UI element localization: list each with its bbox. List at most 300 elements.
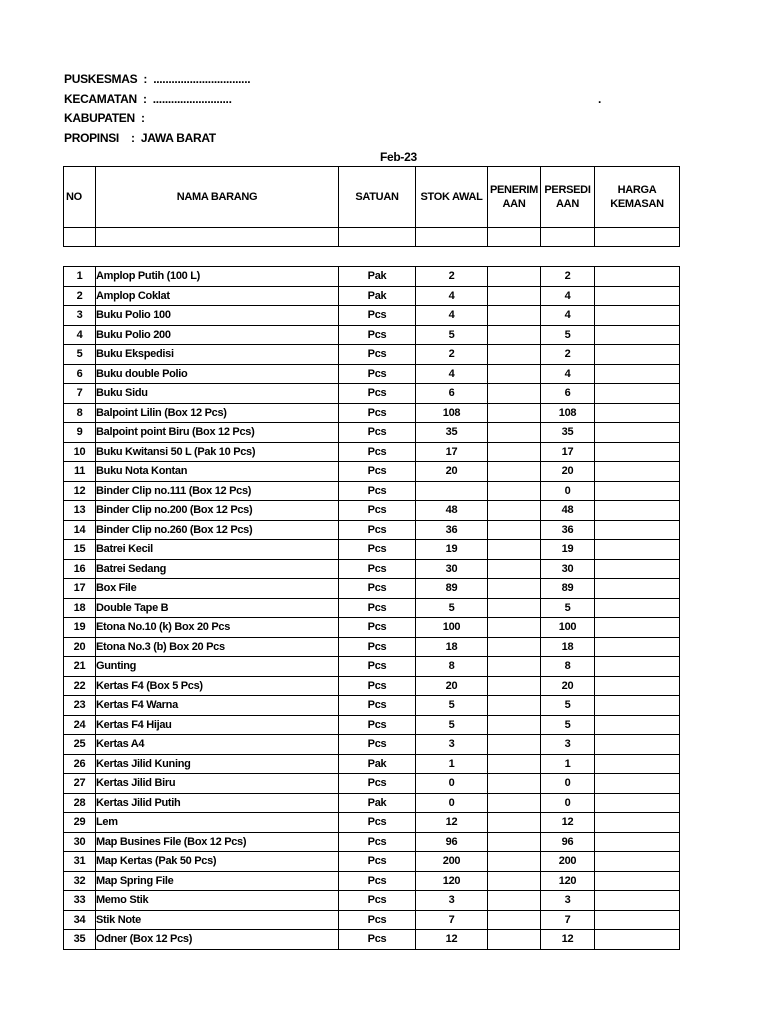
cell-harga-kemasan [595, 618, 680, 638]
cell-penerimaan [488, 832, 541, 852]
cell-satuan: Pcs [339, 910, 416, 930]
table-row [64, 442, 680, 462]
cell-harga-kemasan [595, 871, 680, 891]
cell-penerimaan [488, 696, 541, 716]
cell-penerimaan [488, 267, 541, 287]
table-row [64, 520, 680, 540]
cell-persediaan: 4 [541, 306, 595, 326]
cell-no: 13 [64, 501, 96, 521]
cell-nama-barang: Buku Polio 200 [96, 325, 339, 345]
cell-harga-kemasan [595, 598, 680, 618]
cell-stok-awal: 6 [416, 384, 488, 404]
cell-stok-awal: 7 [416, 910, 488, 930]
table-row [64, 891, 680, 911]
cell-satuan: Pcs [339, 696, 416, 716]
cell-stok-awal: 5 [416, 598, 488, 618]
propinsi-label: PROPINSI [64, 131, 119, 145]
blank-cell [416, 228, 488, 247]
cell-nama-barang: Binder Clip no.111 (Box 12 Pcs) [96, 481, 339, 501]
cell-satuan: Pcs [339, 676, 416, 696]
cell-satuan: Pcs [339, 403, 416, 423]
cell-harga-kemasan [595, 637, 680, 657]
propinsi-line [64, 131, 216, 145]
table-row [64, 462, 680, 482]
cell-persediaan: 3 [541, 891, 595, 911]
table-row [64, 579, 680, 599]
cell-no: 17 [64, 579, 96, 599]
blank-cell [541, 228, 595, 247]
cell-satuan: Pcs [339, 501, 416, 521]
propinsi-value: JAWA BARAT [140, 131, 216, 145]
cell-persediaan: 0 [541, 774, 595, 794]
cell-penerimaan [488, 618, 541, 638]
cell-harga-kemasan [595, 423, 680, 443]
cell-harga-kemasan [595, 462, 680, 482]
cell-harga-kemasan [595, 384, 680, 404]
cell-harga-kemasan [595, 579, 680, 599]
col-header-harga-kemasan: HARGA KEMASAN [595, 167, 680, 228]
cell-persediaan: 30 [541, 559, 595, 579]
cell-persediaan: 96 [541, 832, 595, 852]
cell-nama-barang: Map Spring File [96, 871, 339, 891]
cell-stok-awal: 19 [416, 540, 488, 560]
cell-nama-barang: Buku Kwitansi 50 L (Pak 10 Pcs) [96, 442, 339, 462]
col-header-no: NO [64, 167, 96, 228]
cell-harga-kemasan [595, 754, 680, 774]
table-row [64, 559, 680, 579]
cell-no: 6 [64, 364, 96, 384]
cell-satuan: Pcs [339, 852, 416, 872]
cell-stok-awal: 3 [416, 735, 488, 755]
cell-stok-awal: 4 [416, 286, 488, 306]
table-header-row [64, 167, 680, 228]
cell-satuan: Pcs [339, 442, 416, 462]
cell-penerimaan [488, 774, 541, 794]
cell-stok-awal: 5 [416, 325, 488, 345]
cell-nama-barang: Kertas A4 [96, 735, 339, 755]
cell-satuan: Pcs [339, 774, 416, 794]
cell-nama-barang: Map Kertas (Pak 50 Pcs) [96, 852, 339, 872]
cell-nama-barang: Lem [96, 813, 339, 833]
cell-harga-kemasan [595, 286, 680, 306]
cell-stok-awal: 8 [416, 657, 488, 677]
cell-satuan: Pcs [339, 520, 416, 540]
cell-satuan: Pcs [339, 813, 416, 833]
cell-persediaan: 4 [541, 364, 595, 384]
cell-no: 34 [64, 910, 96, 930]
cell-nama-barang: Batrei Sedang [96, 559, 339, 579]
blank-cell [339, 228, 416, 247]
cell-nama-barang: Kertas F4 (Box 5 Pcs) [96, 676, 339, 696]
cell-harga-kemasan [595, 852, 680, 872]
cell-no: 8 [64, 403, 96, 423]
cell-harga-kemasan [595, 735, 680, 755]
cell-persediaan: 5 [541, 325, 595, 345]
cell-no: 16 [64, 559, 96, 579]
cell-penerimaan [488, 793, 541, 813]
cell-no: 4 [64, 325, 96, 345]
cell-harga-kemasan [595, 267, 680, 287]
cell-no: 18 [64, 598, 96, 618]
cell-harga-kemasan [595, 676, 680, 696]
cell-no: 22 [64, 676, 96, 696]
cell-nama-barang: Buku Ekspedisi [96, 345, 339, 365]
cell-satuan: Pcs [339, 657, 416, 677]
cell-persediaan: 7 [541, 910, 595, 930]
cell-satuan: Pcs [339, 481, 416, 501]
cell-persediaan: 19 [541, 540, 595, 560]
cell-penerimaan [488, 501, 541, 521]
cell-nama-barang: Memo Stik [96, 891, 339, 911]
cell-persediaan: 12 [541, 930, 595, 950]
table-row [64, 793, 680, 813]
cell-stok-awal: 35 [416, 423, 488, 443]
cell-satuan: Pcs [339, 871, 416, 891]
cell-stok-awal: 12 [416, 813, 488, 833]
cell-penerimaan [488, 910, 541, 930]
cell-no: 29 [64, 813, 96, 833]
cell-harga-kemasan [595, 774, 680, 794]
cell-stok-awal: 5 [416, 715, 488, 735]
puskesmas-line [64, 72, 250, 86]
cell-no: 31 [64, 852, 96, 872]
kecamatan-label: KECAMATAN [64, 92, 137, 106]
table-row [64, 423, 680, 443]
table-row [64, 403, 680, 423]
cell-penerimaan [488, 637, 541, 657]
cell-penerimaan [488, 540, 541, 560]
cell-stok-awal: 1 [416, 754, 488, 774]
cell-persediaan: 17 [541, 442, 595, 462]
cell-no: 1 [64, 267, 96, 287]
table-row [64, 306, 680, 326]
table-row [64, 598, 680, 618]
cell-persediaan: 200 [541, 852, 595, 872]
stray-mark: . [598, 92, 602, 106]
cell-stok-awal: 200 [416, 852, 488, 872]
cell-persediaan: 5 [541, 696, 595, 716]
cell-nama-barang: Buku Nota Kontan [96, 462, 339, 482]
table-row [64, 813, 680, 833]
cell-satuan: Pak [339, 754, 416, 774]
blank-row [64, 228, 680, 247]
spacer-cell [64, 247, 680, 267]
kecamatan-line [64, 92, 232, 106]
cell-penerimaan [488, 442, 541, 462]
cell-stok-awal: 2 [416, 345, 488, 365]
cell-nama-barang: Etona No.10 (k) Box 20 Pcs [96, 618, 339, 638]
cell-penerimaan [488, 384, 541, 404]
blank-cell [595, 228, 680, 247]
colon: : [139, 92, 150, 106]
blank-cell [64, 228, 96, 247]
cell-penerimaan [488, 930, 541, 950]
cell-nama-barang: Batrei Kecil [96, 540, 339, 560]
cell-penerimaan [488, 462, 541, 482]
cell-satuan: Pcs [339, 559, 416, 579]
cell-stok-awal: 20 [416, 676, 488, 696]
cell-satuan: Pak [339, 793, 416, 813]
cell-no: 25 [64, 735, 96, 755]
table-row [64, 325, 680, 345]
cell-persediaan: 2 [541, 267, 595, 287]
kabupaten-line [64, 111, 148, 125]
cell-penerimaan [488, 306, 541, 326]
cell-nama-barang: Kertas Jilid Kuning [96, 754, 339, 774]
cell-persediaan: 4 [541, 286, 595, 306]
cell-persediaan: 20 [541, 676, 595, 696]
cell-harga-kemasan [595, 696, 680, 716]
cell-satuan: Pcs [339, 306, 416, 326]
cell-satuan: Pcs [339, 637, 416, 657]
table-row [64, 735, 680, 755]
cell-harga-kemasan [595, 442, 680, 462]
cell-persediaan: 35 [541, 423, 595, 443]
cell-stok-awal: 0 [416, 774, 488, 794]
cell-penerimaan [488, 852, 541, 872]
table-row [64, 930, 680, 950]
cell-no: 12 [64, 481, 96, 501]
cell-persediaan: 8 [541, 657, 595, 677]
colon: : [131, 131, 138, 145]
cell-satuan: Pcs [339, 891, 416, 911]
cell-nama-barang: Odner (Box 12 Pcs) [96, 930, 339, 950]
table-row [64, 715, 680, 735]
cell-penerimaan [488, 735, 541, 755]
cell-penerimaan [488, 657, 541, 677]
colon: : [137, 111, 148, 125]
puskesmas-value: ................................ [153, 72, 251, 86]
cell-penerimaan [488, 364, 541, 384]
table-row [64, 774, 680, 794]
cell-no: 20 [64, 637, 96, 657]
cell-harga-kemasan [595, 910, 680, 930]
table-row [64, 384, 680, 404]
cell-harga-kemasan [595, 403, 680, 423]
table-row [64, 910, 680, 930]
cell-harga-kemasan [595, 657, 680, 677]
cell-harga-kemasan [595, 306, 680, 326]
cell-satuan: Pak [339, 286, 416, 306]
table-row [64, 540, 680, 560]
cell-no: 10 [64, 442, 96, 462]
cell-persediaan: 2 [541, 345, 595, 365]
cell-no: 35 [64, 930, 96, 950]
cell-satuan: Pcs [339, 618, 416, 638]
cell-stok-awal: 30 [416, 559, 488, 579]
col-header-persediaan: PERSEDI AAN [541, 167, 595, 228]
cell-penerimaan [488, 598, 541, 618]
cell-harga-kemasan [595, 520, 680, 540]
cell-persediaan: 12 [541, 813, 595, 833]
cell-nama-barang: Stik Note [96, 910, 339, 930]
cell-penerimaan [488, 286, 541, 306]
table-row [64, 852, 680, 872]
cell-persediaan: 108 [541, 403, 595, 423]
cell-satuan: Pcs [339, 345, 416, 365]
cell-nama-barang: Kertas Jilid Biru [96, 774, 339, 794]
cell-no: 32 [64, 871, 96, 891]
cell-nama-barang: Buku Polio 100 [96, 306, 339, 326]
cell-satuan: Pcs [339, 384, 416, 404]
table-row [64, 657, 680, 677]
cell-penerimaan [488, 325, 541, 345]
cell-stok-awal: 3 [416, 891, 488, 911]
cell-stok-awal: 5 [416, 696, 488, 716]
inventory-table [63, 166, 680, 950]
cell-stok-awal: 89 [416, 579, 488, 599]
cell-stok-awal: 20 [416, 462, 488, 482]
cell-harga-kemasan [595, 501, 680, 521]
cell-satuan: Pcs [339, 832, 416, 852]
cell-stok-awal [416, 481, 488, 501]
cell-persediaan: 3 [541, 735, 595, 755]
colon: : [140, 72, 151, 86]
cell-satuan: Pcs [339, 930, 416, 950]
cell-no: 15 [64, 540, 96, 560]
cell-nama-barang: Binder Clip no.200 (Box 12 Pcs) [96, 501, 339, 521]
cell-penerimaan [488, 579, 541, 599]
table-row [64, 501, 680, 521]
cell-penerimaan [488, 345, 541, 365]
cell-penerimaan [488, 813, 541, 833]
cell-satuan: Pcs [339, 325, 416, 345]
cell-stok-awal: 108 [416, 403, 488, 423]
cell-nama-barang: Kertas F4 Warna [96, 696, 339, 716]
spacer-row [64, 247, 680, 267]
blank-cell [96, 228, 339, 247]
cell-harga-kemasan [595, 559, 680, 579]
table-row [64, 832, 680, 852]
cell-penerimaan [488, 520, 541, 540]
table-row [64, 267, 680, 287]
cell-persediaan: 1 [541, 754, 595, 774]
cell-persediaan: 100 [541, 618, 595, 638]
table-row [64, 637, 680, 657]
cell-no: 14 [64, 520, 96, 540]
cell-nama-barang: Double Tape B [96, 598, 339, 618]
col-header-satuan: SATUAN [339, 167, 416, 228]
cell-satuan: Pak [339, 267, 416, 287]
cell-no: 21 [64, 657, 96, 677]
cell-nama-barang: Kertas Jilid Putih [96, 793, 339, 813]
cell-nama-barang: Balpoint Lilin (Box 12 Pcs) [96, 403, 339, 423]
table-row [64, 481, 680, 501]
cell-persediaan: 5 [541, 598, 595, 618]
cell-no: 28 [64, 793, 96, 813]
cell-nama-barang: Buku double Polio [96, 364, 339, 384]
cell-nama-barang: Amplop Putih (100 L) [96, 267, 339, 287]
cell-penerimaan [488, 715, 541, 735]
cell-persediaan: 120 [541, 871, 595, 891]
cell-satuan: Pcs [339, 423, 416, 443]
cell-penerimaan [488, 891, 541, 911]
cell-no: 26 [64, 754, 96, 774]
col-header-penerimaan: PENERIM AAN [488, 167, 541, 228]
cell-stok-awal: 2 [416, 267, 488, 287]
cell-no: 9 [64, 423, 96, 443]
cell-harga-kemasan [595, 325, 680, 345]
cell-stok-awal: 4 [416, 306, 488, 326]
cell-nama-barang: Balpoint point Biru (Box 12 Pcs) [96, 423, 339, 443]
cell-harga-kemasan [595, 481, 680, 501]
cell-satuan: Pcs [339, 598, 416, 618]
table-row [64, 345, 680, 365]
cell-persediaan: 0 [541, 793, 595, 813]
puskesmas-label: PUSKESMAS [64, 72, 138, 86]
cell-stok-awal: 36 [416, 520, 488, 540]
cell-persediaan: 89 [541, 579, 595, 599]
cell-stok-awal: 96 [416, 832, 488, 852]
cell-stok-awal: 4 [416, 364, 488, 384]
cell-harga-kemasan [595, 930, 680, 950]
cell-persediaan: 6 [541, 384, 595, 404]
cell-nama-barang: Amplop Coklat [96, 286, 339, 306]
cell-penerimaan [488, 754, 541, 774]
cell-nama-barang: Kertas F4 Hijau [96, 715, 339, 735]
cell-stok-awal: 120 [416, 871, 488, 891]
cell-harga-kemasan [595, 540, 680, 560]
cell-no: 5 [64, 345, 96, 365]
col-header-nama-barang: NAMA BARANG [96, 167, 339, 228]
cell-persediaan: 20 [541, 462, 595, 482]
cell-no: 7 [64, 384, 96, 404]
cell-nama-barang: Box File [96, 579, 339, 599]
cell-harga-kemasan [595, 793, 680, 813]
table-body [64, 228, 680, 950]
cell-stok-awal: 0 [416, 793, 488, 813]
cell-nama-barang: Buku Sidu [96, 384, 339, 404]
cell-no: 3 [64, 306, 96, 326]
cell-no: 11 [64, 462, 96, 482]
cell-persediaan: 0 [541, 481, 595, 501]
cell-stok-awal: 18 [416, 637, 488, 657]
cell-penerimaan [488, 871, 541, 891]
cell-satuan: Pcs [339, 462, 416, 482]
cell-no: 27 [64, 774, 96, 794]
cell-harga-kemasan [595, 891, 680, 911]
blank-cell [488, 228, 541, 247]
table-row [64, 676, 680, 696]
cell-harga-kemasan [595, 715, 680, 735]
cell-harga-kemasan [595, 832, 680, 852]
cell-satuan: Pcs [339, 579, 416, 599]
cell-nama-barang: Map Busines File (Box 12 Pcs) [96, 832, 339, 852]
cell-penerimaan [488, 676, 541, 696]
cell-stok-awal: 100 [416, 618, 488, 638]
table-row [64, 286, 680, 306]
cell-penerimaan [488, 559, 541, 579]
cell-persediaan: 36 [541, 520, 595, 540]
cell-satuan: Pcs [339, 735, 416, 755]
cell-no: 19 [64, 618, 96, 638]
period-label: Feb-23 [380, 150, 417, 164]
cell-persediaan: 48 [541, 501, 595, 521]
cell-no: 2 [64, 286, 96, 306]
table-row [64, 696, 680, 716]
cell-stok-awal: 17 [416, 442, 488, 462]
cell-no: 30 [64, 832, 96, 852]
cell-satuan: Pcs [339, 364, 416, 384]
cell-nama-barang: Etona No.3 (b) Box 20 Pcs [96, 637, 339, 657]
table-row [64, 871, 680, 891]
cell-harga-kemasan [595, 345, 680, 365]
cell-penerimaan [488, 481, 541, 501]
cell-nama-barang: Gunting [96, 657, 339, 677]
cell-stok-awal: 48 [416, 501, 488, 521]
cell-penerimaan [488, 403, 541, 423]
cell-no: 23 [64, 696, 96, 716]
